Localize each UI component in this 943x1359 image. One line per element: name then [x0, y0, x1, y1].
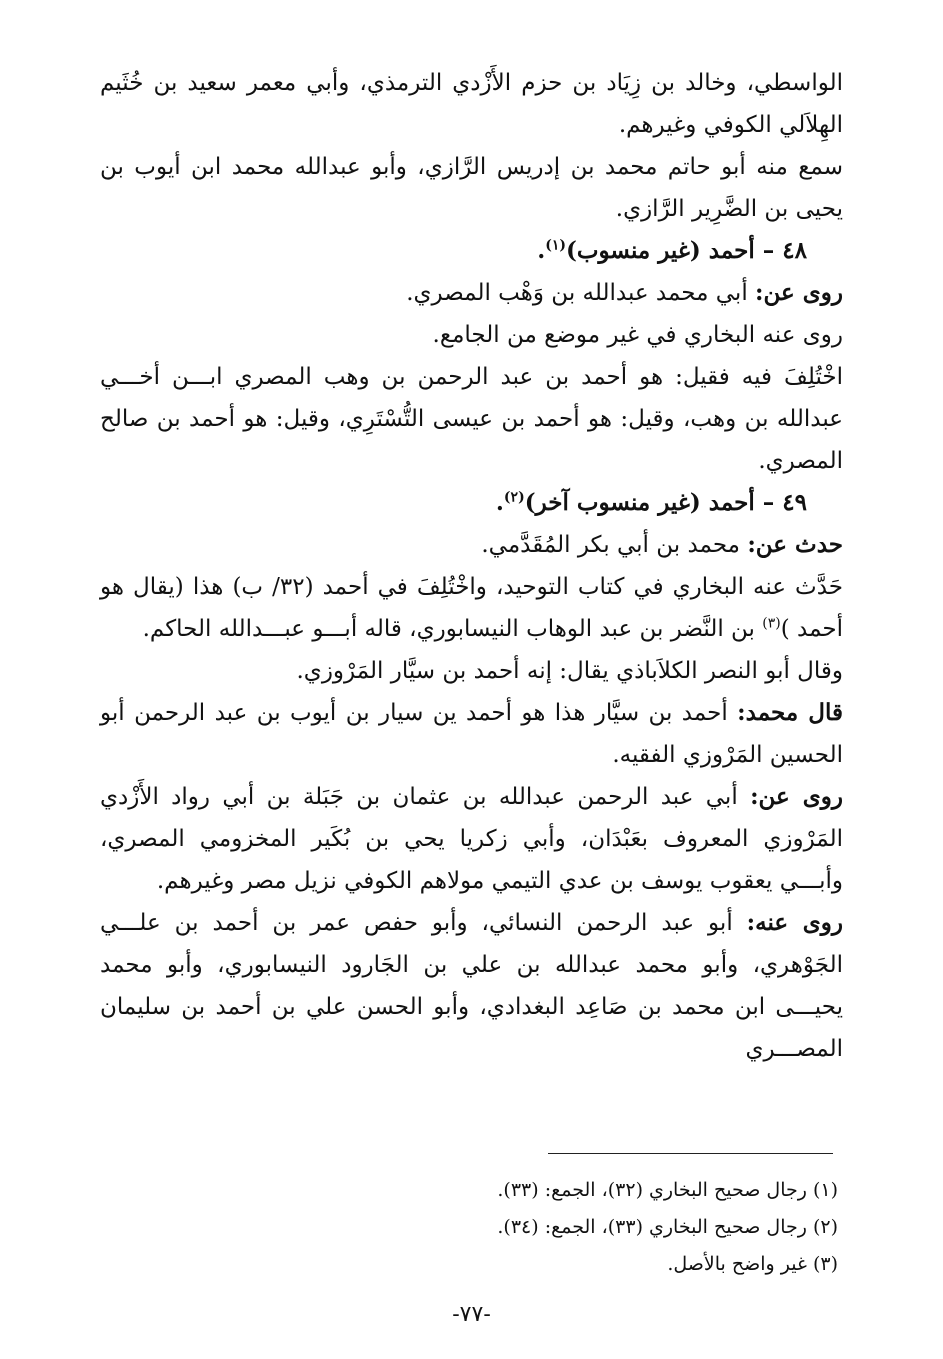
footnote-divider: [548, 1153, 833, 1154]
field-label: قال محمد:: [737, 699, 843, 726]
paragraph-text: بن النَّضر بن عبد الوهاب النيسابوري، قاله أبـــو عبـــدالله الحاكم.: [142, 616, 763, 642]
field-label: روى عن:: [755, 279, 843, 306]
paragraph: [100, 524, 843, 566]
entry-number: ٤٨ –: [762, 237, 807, 264]
entry-heading: [100, 482, 843, 524]
punctuation: .: [495, 489, 504, 516]
paragraph: [100, 272, 843, 314]
punctuation: .: [537, 237, 546, 264]
footnote-ref: (٢): [503, 489, 525, 506]
paragraph: روى عنه البخاري في غير موضع من الجامع.: [432, 322, 843, 348]
footnote-ref: (٣): [762, 615, 781, 632]
footnote: (٢) رجال صحيح البخاري (٣٣)، الجمع: (٣٤).: [497, 1216, 838, 1238]
paragraph: وقال أبو النصر الكلاَباذي يقال: إنه أحمد بن سيَّار المَرْوزي.: [296, 658, 843, 684]
field-label: حدث عن:: [747, 531, 843, 558]
entry-number: ٤٩ –: [762, 489, 807, 516]
paragraph: [100, 566, 843, 650]
field-text: محمد بن أبي بكر المُقَدَّمي.: [481, 532, 740, 558]
footnote-ref: (١): [545, 237, 567, 254]
footnotes: [100, 1172, 838, 1283]
paragraph: [100, 692, 843, 776]
paragraph: سمع منه أبو حاتم محمد بن إدريس الرَّازي، وأبو عبدالله محمد ابن أيوب بن يحيى بن الضَّرِير الرَّازي.: [100, 154, 843, 222]
page-number: -٧٧-: [452, 1302, 491, 1327]
entry-name: أحمد (غير منسوب آخر): [524, 489, 755, 516]
field-text: أبو عبد الرحمن النسائي، وأبو حفص عمر بن أحمد بن علـــي الجَوْهري، وأبو محمد عبدالله بن علي بن الجَارود النيسابوري، وأبو محمد يحيـــى ابن محمد بن صَاعِد البغدادي، وأبو الحسن علي بن أحمد بن سليمان المصـــري: [100, 910, 843, 1062]
field-text: أبي عبد الرحمن عبدالله بن عثمان بن جَبَلة بن أبي رواد الأَزْدي المَرْوزي المعروف بعَبْدَان، وأبي زكريا يحي بن بُكَير المخزومي المصري، وأبـــي يعقوب يوسف بن عدي التيمي مولاهم الكوفي نزيل مصر وغيرهم.: [100, 784, 843, 894]
field-text: أبي محمد عبدالله بن وَهْب المصري.: [406, 280, 748, 306]
main-text: [100, 62, 843, 1070]
paragraph-text: حَدَّث عنه البخاري في كتاب التوحيد، واخْتُلِفَ في أحمد (٣٢/ ب) هذا (يقال هو أحمد ): [100, 574, 843, 642]
entry-heading: [100, 230, 843, 272]
field-label: روى عنه:: [746, 909, 843, 936]
paragraph: [100, 902, 843, 1070]
field-label: روى عن:: [750, 783, 844, 810]
field-text: أحمد بن سيَّار هذا هو أحمد ين سيار بن أيوب بن عبد الرحمن أبو الحسين المَرْوزي الفقيه.: [100, 700, 843, 768]
paragraph: [100, 776, 843, 902]
footnote: (١) رجال صحيح البخاري (٣٢)، الجمع: (٣٣).: [497, 1179, 838, 1201]
entry-name: أحمد (غير منسوب): [566, 237, 755, 264]
paragraph: اخْتُلِفَ فيه فقيل: هو أحمد بن عبد الرحمن بن وهب المصري ابـــن أخـــي عبدالله بن وهب، وقيل: هو أحمد بن عيسى التُّسْتَرِي، وقيل: هو أحمد بن صالح المصري.: [100, 364, 843, 474]
paragraph: الواسطي، وخالد بن زِيَاد بن حزم الأَزْدي الترمذي، وأبي معمر سعيد بن خُثَيم الهِلاَلي الكوفي وغيرهم.: [100, 70, 843, 138]
footnote: (٣) غير واضح بالأصل.: [667, 1253, 838, 1275]
